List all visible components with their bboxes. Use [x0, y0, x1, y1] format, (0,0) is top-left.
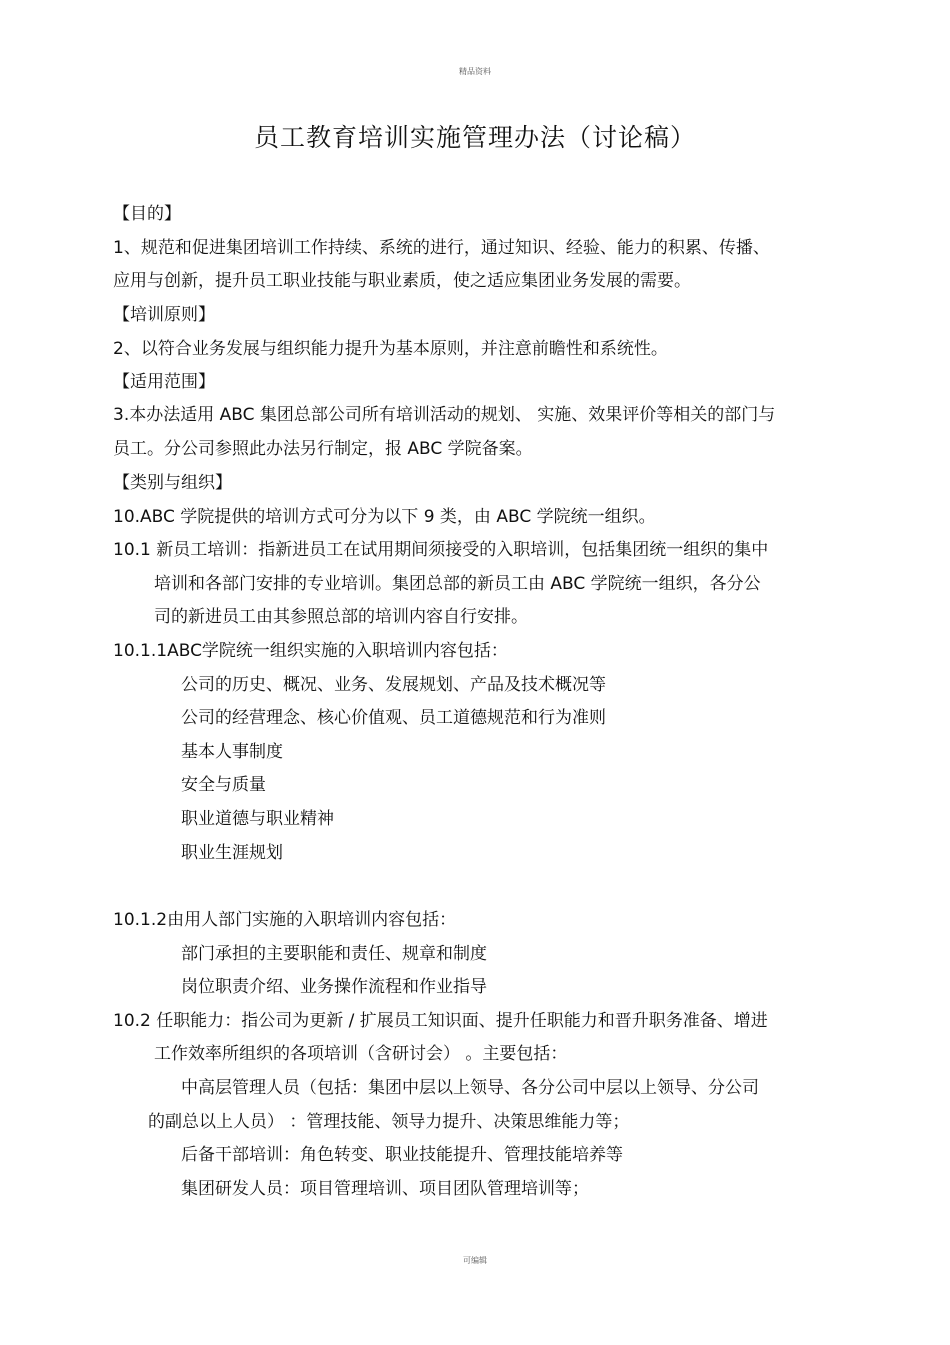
section-heading-purpose: 【目的】 — [113, 204, 181, 224]
paragraph-line: 10.ABC 学院提供的培训方式可分为以下 9 类，由 ABC 学院统一组织。 — [113, 507, 656, 527]
list-item: 中高层管理人员（包括：集团中层以上领导、各分公司中层以上领导、分公司 — [181, 1078, 759, 1098]
paragraph-line: 2、以符合业务发展与组织能力提升为基本原则，并注意前瞻性和系统性。 — [113, 339, 668, 359]
list-item: 部门承担的主要职能和责任、规章和制度 — [181, 944, 487, 964]
document-title: 员工教育培训实施管理办法（讨论稿） — [253, 123, 696, 152]
paragraph-line: 10.1.2由用人部门实施的入职培训内容包括： — [113, 910, 457, 930]
paragraph-line: 10.1.1ABC学院统一组织实施的入职培训内容包括： — [113, 641, 508, 661]
list-item: 后备干部培训：角色转变、职业技能提升、管理技能培养等 — [181, 1145, 623, 1165]
page-header-note: 精品资料 — [459, 67, 491, 76]
paragraph-line: 1、规范和促进集团培训工作持续、系统的进行，通过知识、经验、能力的积累、传播、 — [113, 238, 770, 258]
section-heading-principle: 【培训原则】 — [113, 305, 215, 325]
paragraph-line: 培训和各部门安排的专业培训。集团总部的新员工由 ABC 学院统一组织，各分公 — [154, 574, 761, 594]
list-item: 公司的经营理念、核心价值观、员工道德规范和行为准则 — [181, 708, 606, 728]
paragraph-line: 3.本办法适用 ABC 集团总部公司所有培训活动的规划、 实施、效果评价等相关的部门与 — [113, 405, 776, 425]
paragraph-line: 员工。分公司参照此办法另行制定，报 ABC 学院备案。 — [113, 439, 533, 459]
paragraph-line: 司的新进员工由其参照总部的培训内容自行安排。 — [154, 607, 528, 627]
paragraph-line: 工作效率所组织的各项培训（含研讨会） 。主要包括： — [154, 1044, 568, 1064]
list-item: 集团研发人员：项目管理培训、项目团队管理培训等； — [181, 1179, 589, 1199]
list-item: 公司的历史、概况、业务、发展规划、产品及技术概况等 — [181, 675, 606, 695]
page-footer-note: 可编辑 — [463, 1256, 487, 1265]
list-item: 基本人事制度 — [181, 742, 283, 762]
paragraph-line: 10.2 任职能力：指公司为更新 / 扩展员工知识面、提升任职能力和晋升职务准备、增进 — [113, 1011, 768, 1031]
list-item: 的副总以上人员） ：管理技能、领导力提升、决策思维能力等； — [148, 1112, 630, 1132]
list-item: 岗位职责介绍、业务操作流程和作业指导 — [181, 977, 487, 997]
section-heading-category: 【类别与组织】 — [113, 473, 232, 493]
list-item: 安全与质量 — [181, 775, 266, 795]
paragraph-line: 10.1 新员工培训：指新进员工在试用期间须接受的入职培训，包括集团统一组织的集中 — [113, 540, 769, 560]
list-item: 职业生涯规划 — [181, 843, 283, 863]
paragraph-line: 应用与创新，提升员工职业技能与职业素质，使之适应集团业务发展的需要。 — [113, 271, 691, 291]
list-item: 职业道德与职业精神 — [181, 809, 334, 829]
section-heading-scope: 【适用范围】 — [113, 372, 215, 392]
